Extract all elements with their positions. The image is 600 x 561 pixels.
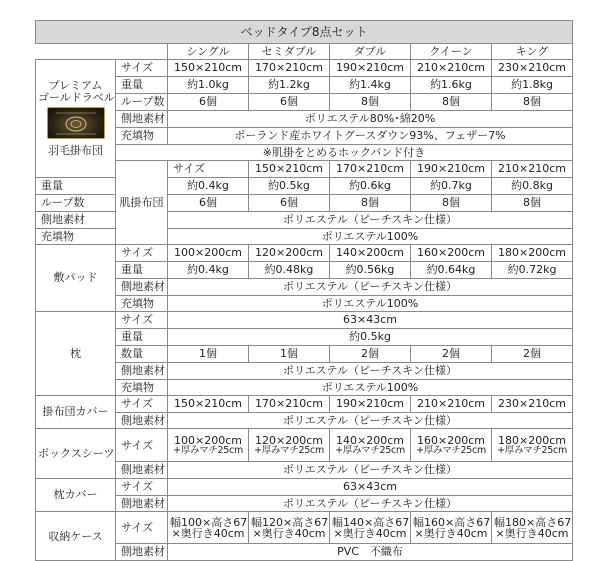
storage-dim-line1: 幅180×高さ67 xyxy=(494,515,572,529)
box-sheet-dim: 120×200cm xyxy=(255,433,323,447)
premium-weight-queen: 約1.6kg xyxy=(411,77,492,94)
pad-size-queen: 160×200cm xyxy=(411,245,492,262)
gold-label-emblem-icon xyxy=(47,107,105,139)
box-sheet-depth: +厚みマチ25cm xyxy=(254,444,324,456)
pillow-count-queen: 2個 xyxy=(411,346,492,363)
box-sheet-depth: +厚みマチ25cm xyxy=(416,444,486,456)
label-loops: ループ数 xyxy=(36,195,116,212)
premium-fabric: ポリエステル80%･綿20% xyxy=(168,111,573,128)
pillow-size: 63×43cm xyxy=(168,312,573,329)
storage-size-double xyxy=(330,512,411,544)
label-fabric: 側地素材 xyxy=(116,496,168,512)
light-size-queen: 210×210cm xyxy=(492,161,573,178)
light-weight-semidouble: 約0.5kg xyxy=(249,178,330,195)
label-weight: 重量 xyxy=(116,77,168,94)
light-size-single: 150×210cm xyxy=(249,161,330,178)
premium-weight-semidouble: 約1.2kg xyxy=(249,77,330,94)
pad-fabric: ポリエステル（ピーチスキン仕様） xyxy=(168,279,573,296)
pad-size-king: 180×200cm xyxy=(492,245,573,262)
storage-size-king xyxy=(492,512,573,544)
label-weight: 重量 xyxy=(116,329,168,346)
pillow-count-single: 1個 xyxy=(168,346,249,363)
light-size-double: 190×210cm xyxy=(411,161,492,178)
product-pillow-cover: 枕カバー xyxy=(36,479,116,512)
premium-weight-king: 約1.8kg xyxy=(492,77,573,94)
pad-weight-queen: 約0.64kg xyxy=(411,262,492,279)
label-filling: 充填物 xyxy=(116,296,168,312)
spec-sheet-table xyxy=(35,20,573,561)
box-sheet-dim: 100×200cm xyxy=(174,433,242,447)
box-sheet-dim: 180×200cm xyxy=(498,433,566,447)
pad-filling: ポリエステル100% xyxy=(168,296,573,312)
box-sheet-fabric: ポリエステル（ピーチスキン仕様） xyxy=(168,462,573,479)
label-fabric: 側地素材 xyxy=(116,462,168,479)
size-header-single: シングル xyxy=(168,44,249,60)
duvet-cover-size-semidouble: 170×210cm xyxy=(249,396,330,413)
label-loops: ループ数 xyxy=(116,94,168,111)
label-fabric: 側地素材 xyxy=(116,279,168,296)
storage-dim-line2: ×奥行き40cm xyxy=(333,526,407,540)
light-weight-single: 約0.4kg xyxy=(168,178,249,195)
premium-filling: ポーランド産ホワイトグースダウン93%、フェザー7% xyxy=(168,128,573,145)
pad-size-single: 100×200cm xyxy=(168,245,249,262)
light-loops-single: 6個 xyxy=(168,195,249,212)
premium-weight-single: 約1.0kg xyxy=(168,77,249,94)
storage-dim-line2: ×奥行き40cm xyxy=(495,526,569,540)
premium-note: ※肌掛をとめるホックバンド付き xyxy=(116,145,573,161)
duvet-cover-size-double: 190×210cm xyxy=(330,396,411,413)
premium-name-line1: プレミアム xyxy=(48,79,103,93)
table-title: ベッドタイプ8点セット xyxy=(36,21,573,44)
label-size: サイズ xyxy=(116,60,168,77)
label-fabric: 側地素材 xyxy=(116,363,168,380)
pillow-cover-size: 63×43cm xyxy=(168,479,573,496)
storage-size-single xyxy=(168,512,249,544)
duvet-cover-size-single: 150×210cm xyxy=(168,396,249,413)
storage-dim-line1: 幅140×高さ67 xyxy=(332,515,410,529)
label-fabric: 側地素材 xyxy=(116,413,168,429)
premium-size-semidouble: 170×210cm xyxy=(249,60,330,77)
pad-weight-semidouble: 約0.48kg xyxy=(249,262,330,279)
pad-size-semidouble: 120×200cm xyxy=(249,245,330,262)
light-loops-semidouble: 6個 xyxy=(249,195,330,212)
size-header-semidouble: セミダブル xyxy=(249,44,330,60)
label-size: サイズ xyxy=(116,512,168,544)
box-sheet-dim: 140×200cm xyxy=(336,433,404,447)
pad-weight-king: 約0.72kg xyxy=(492,262,573,279)
box-sheet-depth: +厚みマチ25cm xyxy=(173,444,243,456)
pillow-cover-fabric: ポリエステル（ピーチスキン仕様） xyxy=(168,496,573,512)
label-weight: 重量 xyxy=(36,178,116,195)
premium-size-double: 190×210cm xyxy=(330,60,411,77)
light-loops-king: 8個 xyxy=(492,195,573,212)
pillow-filling: ポリエステル100% xyxy=(168,380,573,396)
product-bed-pad: 敷パッド xyxy=(36,245,116,312)
storage-dim-line1: 幅160×高さ67 xyxy=(413,515,491,529)
duvet-cover-fabric: ポリエステル（ピーチスキン仕様） xyxy=(168,413,573,429)
premium-loops-single: 6個 xyxy=(168,94,249,111)
label-weight: 重量 xyxy=(116,262,168,279)
pillow-count-king: 2個 xyxy=(492,346,573,363)
box-sheet-size-queen xyxy=(411,429,492,462)
storage-fabric: PVC 不織布 xyxy=(168,544,573,561)
light-loops-double: 8個 xyxy=(330,195,411,212)
label-fabric: 側地素材 xyxy=(116,111,168,128)
light-loops-queen: 8個 xyxy=(411,195,492,212)
light-size-semidouble: 170×210cm xyxy=(330,161,411,178)
label-size: サイズ xyxy=(168,161,249,178)
storage-size-semidouble xyxy=(249,512,330,544)
pillow-weight: 約0.5kg xyxy=(168,329,573,346)
product-storage-case: 収納ケース xyxy=(36,512,116,561)
premium-loops-double: 8個 xyxy=(330,94,411,111)
label-size: サイズ xyxy=(116,312,168,329)
product-duvet-cover: 掛布団カバー xyxy=(36,396,116,429)
label-filling: 充填物 xyxy=(36,229,116,245)
product-box-sheet: ボックスシーツ xyxy=(36,429,116,479)
box-sheet-size-single xyxy=(168,429,249,462)
box-sheet-depth: +厚みマチ25cm xyxy=(335,444,405,456)
premium-size-queen: 210×210cm xyxy=(411,60,492,77)
storage-dim-line1: 幅120×高さ67 xyxy=(251,515,329,529)
header-corner xyxy=(36,44,168,60)
box-sheet-dim: 160×200cm xyxy=(417,433,485,447)
premium-size-single: 150×210cm xyxy=(168,60,249,77)
light-weight-queen: 約0.7kg xyxy=(411,178,492,195)
storage-size-queen xyxy=(411,512,492,544)
label-fabric: 側地素材 xyxy=(116,544,168,561)
product-premium-duvet xyxy=(36,60,116,178)
light-weight-king: 約0.8kg xyxy=(492,178,573,195)
size-header-double: ダブル xyxy=(330,44,411,60)
premium-loops-queen: 8個 xyxy=(411,94,492,111)
premium-name-line2: ゴールドラベル xyxy=(38,90,115,104)
box-sheet-size-semidouble xyxy=(249,429,330,462)
label-fabric: 側地素材 xyxy=(36,212,116,229)
label-size: サイズ xyxy=(116,429,168,462)
box-sheet-size-king xyxy=(492,429,573,462)
pad-weight-single: 約0.4kg xyxy=(168,262,249,279)
label-size: サイズ xyxy=(116,479,168,496)
box-sheet-size-double xyxy=(330,429,411,462)
label-filling: 充填物 xyxy=(116,128,168,145)
pillow-count-semidouble: 1個 xyxy=(249,346,330,363)
premium-name-line3: 羽毛掛布団 xyxy=(48,144,103,158)
duvet-cover-size-queen: 210×210cm xyxy=(411,396,492,413)
premium-loops-king: 8個 xyxy=(492,94,573,111)
product-light-duvet: 肌掛布団 xyxy=(116,161,168,245)
storage-dim-line2: ×奥行き40cm xyxy=(252,526,326,540)
storage-dim-line2: ×奥行き40cm xyxy=(414,526,488,540)
premium-loops-semidouble: 6個 xyxy=(249,94,330,111)
label-filling: 充填物 xyxy=(116,380,168,396)
label-size: サイズ xyxy=(116,396,168,413)
duvet-cover-size-king: 230×210cm xyxy=(492,396,573,413)
pad-weight-double: 約0.56kg xyxy=(330,262,411,279)
label-count: 数量 xyxy=(116,346,168,363)
pad-size-double: 140×200cm xyxy=(330,245,411,262)
pillow-count-double: 2個 xyxy=(330,346,411,363)
pillow-fabric: ポリエステル（ピーチスキン仕様） xyxy=(168,363,573,380)
product-pillow: 枕 xyxy=(36,312,116,396)
light-weight-double: 約0.6kg xyxy=(330,178,411,195)
storage-dim-line2: ×奥行き40cm xyxy=(171,526,245,540)
premium-weight-double: 約1.4kg xyxy=(330,77,411,94)
premium-size-king: 230×210cm xyxy=(492,60,573,77)
size-header-king: キング xyxy=(492,44,573,60)
size-header-queen: クイーン xyxy=(411,44,492,60)
light-fabric: ポリエステル（ピーチスキン仕様） xyxy=(168,212,573,229)
box-sheet-depth: +厚みマチ25cm xyxy=(497,444,567,456)
label-size: サイズ xyxy=(116,245,168,262)
storage-dim-line1: 幅100×高さ67 xyxy=(170,515,248,529)
light-filling: ポリエステル100% xyxy=(168,229,573,245)
